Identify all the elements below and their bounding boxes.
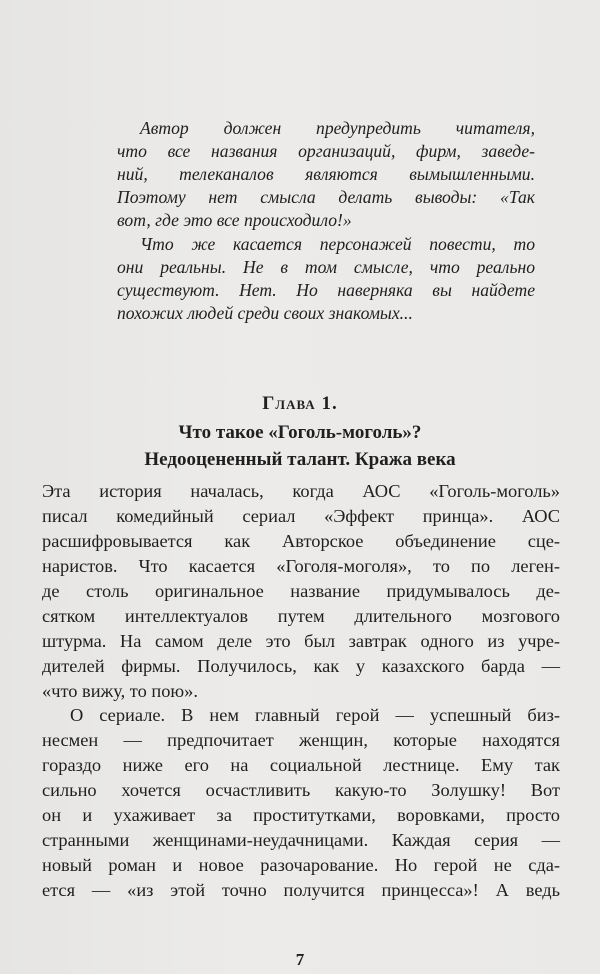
body-line: сятком интеллектуалов путем длительного мозгового [42,605,560,626]
body-line: наристов. Что касается «Гоголя-моголя», то по леген- [42,555,560,576]
body-line: странными женщинами-неудачницами. Каждая серия — [42,830,560,851]
epigraph-line: похожих людей среди своих знакомых... [117,303,413,323]
body-line: де столь оригинальное название придумывалось де- [42,580,560,601]
epigraph-line: Что же касается персонажей повести, то [140,234,535,254]
body-line: О сериале. В нем главный герой — успешный биз- [70,705,560,726]
body-line: дителей фирмы. Получилось, как у казахского барда — [42,655,560,676]
epigraph-line: Поэтому нет смысла делать выводы: «Так [117,187,535,207]
chapter-title-line: Что такое «Гоголь-моголь»? [178,422,422,443]
chapter-number: Глава 1. [262,393,338,414]
body-line: гораздо ниже его на социальной лестнице. Ему так [42,755,560,776]
page-number: 7 [295,950,305,969]
body-line: «что вижу, то пою». [42,680,198,701]
body-line: новый роман и новое разочарование. Но герой не сда- [42,855,560,876]
epigraph-line: существуют. Нет. Но наверняка вы найдете [117,280,535,300]
epigraph-line: вот, где это все происходило!» [117,210,352,230]
body-line: сильно хочется осчастливить какую-то Золушку! Вот [42,780,560,801]
epigraph-line: что все названия организаций, фирм, заведе- [117,141,535,161]
body-line: Эта история началась, когда АОС «Гоголь-моголь» [42,481,560,501]
body-line: штурма. На самом деле это был завтрак одного из учре- [42,630,560,651]
body-line: писал комедийный сериал «Эффект принца». АОС [42,505,560,526]
epigraph-line: Автор должен предупредить читателя, [140,118,535,138]
body-line: расшифровывается как Авторское объединение сце- [42,530,560,551]
epigraph-line: ний, телеканалов являются вымышленными. [117,164,535,184]
epigraph-line: они реальны. Не в том смысле, что реально [117,257,535,277]
chapter-title-line: Недооцененный талант. Кража века [144,449,456,470]
body-line: он и ухаживает за проститутками, воровками, просто [42,805,560,826]
body-line: ется — «из этой точно получится принцесса»! А ведь [42,880,560,900]
body-line: несмен — предпочитает женщин, которые находятся [42,730,560,751]
